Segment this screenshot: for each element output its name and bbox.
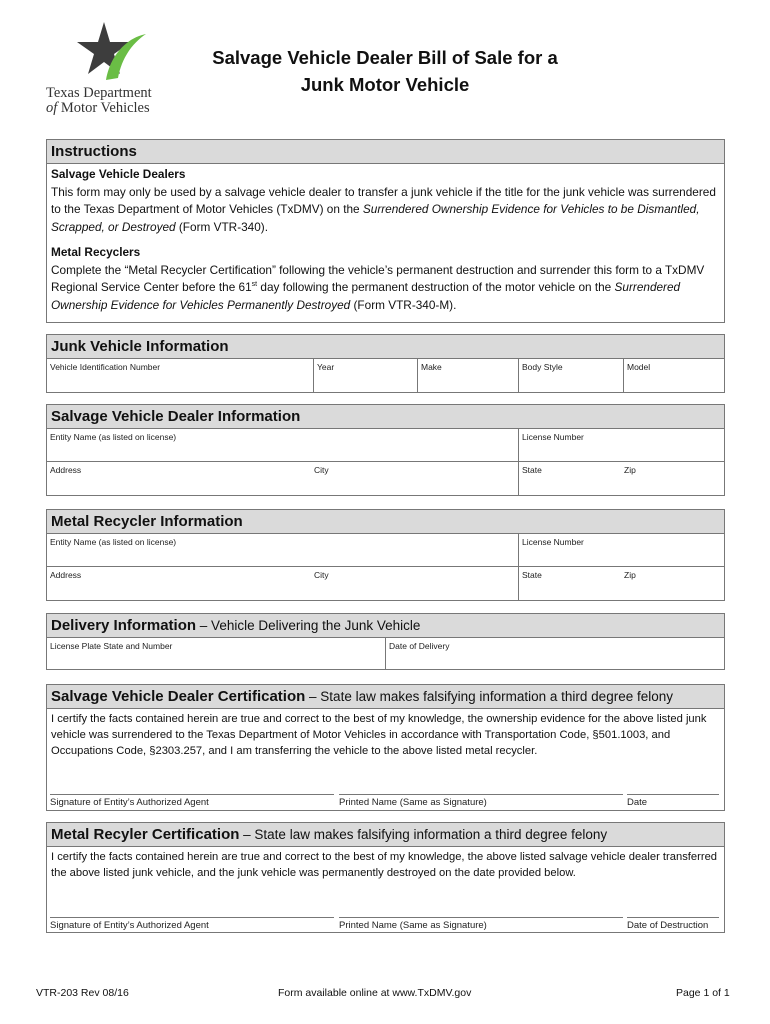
form-online-link: Form available online at www.TxDMV.gov: [278, 987, 472, 999]
recycler-cert-text: I certify the facts contained herein are true and correct to the best of my knowledge, the above listed salvage vehicle dealer transferred the above listed junk vehicle, and the junk vehicle was permanently destroyed on the date provided below.: [51, 851, 718, 879]
recycler-cert-heading: Metal Recyler Certification – State law makes falsifying information a third degree felony: [47, 823, 724, 847]
junk-vehicle-heading: Junk Vehicle Information: [47, 335, 724, 359]
instructions-heading: Instructions: [47, 140, 724, 164]
recycler-license-field[interactable]: License Number: [522, 537, 584, 547]
dealer-state-field[interactable]: State: [522, 465, 542, 475]
dealer-license-field[interactable]: License Number: [522, 432, 584, 442]
vin-field[interactable]: Vehicle Identification Number: [47, 359, 314, 392]
dealer-cert-section: [46, 684, 725, 811]
dealers-text: This form may only be used by a salvage vehicle dealer to transfer a junk vehicle if the title for the junk vehicle was surrendered to the Texas Department of Motor Vehicles (TxDMV) on the Surrendered Ownership Evidence for Vehicles to be Dismantled, Scrapped, or Destroyed (Form VTR-340).: [51, 184, 716, 234]
recycler-cert-section: [46, 822, 725, 933]
dealer-zip-field[interactable]: Zip: [624, 465, 636, 475]
dealer-info-heading: Salvage Vehicle Dealer Information: [47, 405, 724, 429]
recycler-info-heading: Metal Recycler Information: [47, 510, 724, 534]
make-field[interactable]: Make: [418, 359, 519, 392]
license-plate-field[interactable]: License Plate State and Number: [47, 638, 386, 669]
form-id: VTR-203 Rev 08/16: [36, 987, 129, 999]
star-logo-icon: [76, 20, 176, 86]
delivery-date-field[interactable]: Date of Delivery: [389, 641, 450, 651]
dealer-cert-heading: Salvage Vehicle Dealer Certification – State law makes falsifying information a third degree felony: [47, 685, 724, 709]
dealer-signature-field[interactable]: Signature of Entity’s Authorized Agent: [50, 794, 334, 808]
recycler-zip-field[interactable]: Zip: [624, 570, 636, 580]
dealer-address-field[interactable]: Address: [50, 465, 82, 475]
dealer-info-section: [46, 404, 725, 496]
title-line2: Junk Motor Vehicle: [300, 74, 470, 95]
logo-line2: Motor Vehicles: [60, 100, 150, 116]
recyclers-text: Complete the “Metal Recycler Certification” following the vehicle’s permanent destruction and surrender this form to a TxDMV Regional Service Center before the 61st day following the permanent destruction of the motor vehicle on the Surrendered Ownership Evidence for Vehicles Permanently Destroyed (Form VTR-340-M).: [51, 262, 705, 312]
recycler-address-field[interactable]: Address: [50, 570, 82, 580]
txdmv-logo: [42, 20, 182, 120]
recyclers-heading: Metal Recyclers: [51, 245, 141, 259]
recycler-info-section: [46, 509, 725, 601]
delivery-section: [46, 613, 725, 670]
dealer-city-field[interactable]: City: [311, 462, 519, 495]
dealer-entity-field[interactable]: Entity Name (as listed on license): [47, 429, 519, 461]
model-field[interactable]: Model: [627, 362, 651, 372]
dealer-cert-text: I certify the facts contained herein are true and correct to the best of my knowledge, the ownership evidence for the above listed junk vehicle was surrendered to the Texas Department of Motor Vehicles in accordance with Transportation Code, §501.1003, and Occupations Code, §2303.257, and I am transferring the vehicle to the above listed metal recycler.: [51, 713, 707, 757]
junk-vehicle-section: [46, 334, 725, 393]
recycler-entity-field[interactable]: Entity Name (as listed on license): [47, 534, 519, 566]
page-number: Page 1 of 1: [676, 987, 730, 999]
recycler-signature-field[interactable]: Signature of Entity’s Authorized Agent: [50, 917, 334, 931]
recycler-city-field[interactable]: City: [311, 567, 519, 600]
dealers-heading: Salvage Vehicle Dealers: [51, 167, 186, 181]
dealer-date-field[interactable]: Date: [627, 794, 719, 808]
instructions-section: [46, 139, 725, 323]
year-field[interactable]: Year: [314, 359, 418, 392]
title-line1: Salvage Vehicle Dealer Bill of Sale for a: [212, 47, 558, 68]
body-style-field[interactable]: Body Style: [519, 359, 624, 392]
document-title: [180, 44, 590, 98]
logo-line1: Texas Department: [46, 85, 152, 101]
recycler-state-field[interactable]: State: [522, 570, 542, 580]
recycler-printed-name-field[interactable]: Printed Name (Same as Signature): [339, 917, 623, 931]
delivery-heading: Delivery Information – Vehicle Delivering the Junk Vehicle: [47, 614, 724, 638]
dealer-printed-name-field[interactable]: Printed Name (Same as Signature): [339, 794, 623, 808]
logo-of: of: [46, 100, 58, 116]
destruction-date-field[interactable]: Date of Destruction: [627, 917, 719, 931]
